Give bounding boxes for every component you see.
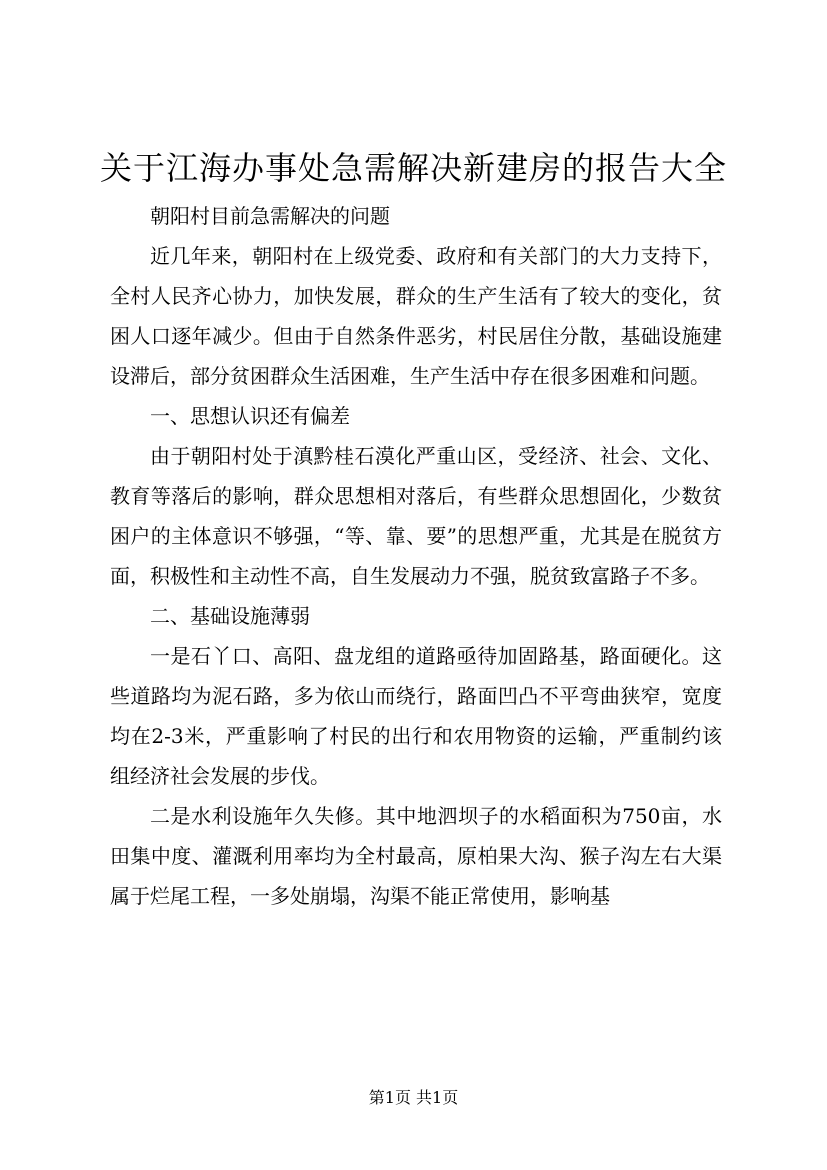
page-footer: 第1页 共1页 (368, 1088, 459, 1107)
paragraph-roads: 一是石丫口、高阳、盘龙组的道路亟待加固路基，路面硬化。这些道路均为泥石路，多为依山而绕行，路面凹凸不平弯曲狭窄，宽度均在2-3米，严重影响了村民的出行和农用物资的运输，严重制约该组经济社会发展的步伐。 (110, 644, 722, 788)
paragraph-water: 二是水利设施年久失修。其中地泗坝子的水稻面积为750亩，水田集中度、灌溉利用率均为全村最高，原柏果大沟、猴子沟左右大渠属于烂尾工程，一多处崩塌，沟渠不能正常使用，影响基 (110, 804, 722, 908)
section-heading-2: 二、基础设施薄弱 (150, 604, 310, 628)
paragraph-intro: 近几年来，朝阳村在上级党委、政府和有关部门的大力支持下，全村人民齐心协力，加快发展，群众的生产生活有了较大的变化，贫困人口逐年减少。但由于自然条件恶劣，村民居住分散，基础设施建设滞后，部分贫困群众生活困难，生产生活中存在很多困难和问题。 (110, 244, 722, 388)
paragraph-section-1: 由于朝阳村处于滇黔桂石漠化严重山区，受经济、社会、文化、教育等落后的影响，群众思想相对落后，有些群众思想固化，少数贫困户的主体意识不够强，“等、靠、要”的思想严重，尤其是在脱贫方面，积极性和主动性不高，自生发展动力不强，脱贫致富路子不多。 (110, 444, 722, 588)
document-body (110, 196, 722, 916)
document-title: 关于江海办事处急需解决新建房的报告大全 (99, 149, 727, 187)
subtitle-line: 朝阳村目前急需解决的问题 (150, 204, 390, 228)
section-heading-1: 一、思想认识还有偏差 (150, 404, 350, 428)
